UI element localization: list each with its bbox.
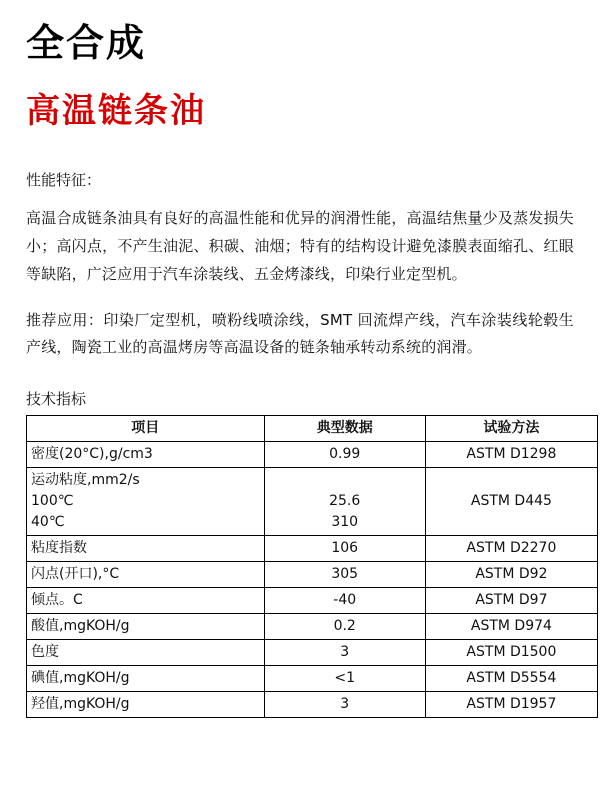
cell-value: 0.2 [264, 614, 425, 640]
table-header-item: 项目 [27, 416, 265, 442]
page-title-sub: 高温链条油 [26, 90, 206, 131]
cell-value: <1 [264, 666, 425, 692]
table-row [27, 588, 598, 614]
cell-value: -40 [264, 588, 425, 614]
cell-item: 密度(20°C),g/cm3 [27, 442, 265, 468]
performance-paragraph-2: 推荐应用：印染厂定型机，喷粉线喷涂线，SMT 回流焊产线，汽车涂装线轮毂生产线，陶瓷工业的高温烤房等高温设备的链条轴承转动系统的润滑。 [26, 310, 574, 357]
cell-method: ASTM D2270 [425, 536, 597, 562]
cell-value: 3 [264, 640, 425, 666]
spec-table [26, 415, 598, 718]
cell-method: ASTM D1298 [425, 442, 597, 468]
cell-item: 粘度指数 [27, 536, 265, 562]
table-row [27, 536, 598, 562]
cell-value: 106 [264, 536, 425, 562]
table-row [27, 468, 598, 536]
table-row [27, 442, 598, 468]
cell-value: 0.99 [264, 442, 425, 468]
page-title-main: 全合成 [26, 21, 147, 65]
spec-section-label: 技术指标 [26, 390, 87, 409]
table-header-value: 典型数据 [264, 416, 425, 442]
cell-value-viscosity-40c: 310 [331, 514, 359, 531]
cell-method: ASTM D974 [425, 614, 597, 640]
table-row [27, 666, 598, 692]
cell-method: ASTM D5554 [425, 666, 597, 692]
table-header-row [27, 416, 598, 442]
cell-item-viscosity [27, 468, 265, 536]
table-row [27, 640, 598, 666]
cell-item: 羟值,mgKOH/g [27, 692, 265, 718]
cell-item-viscosity-title: 运动粘度,mm2/s [31, 472, 140, 489]
cell-method: ASTM D445 [425, 468, 597, 536]
performance-section-label: 性能特征： [26, 170, 102, 189]
cell-value: 305 [264, 562, 425, 588]
cell-value-viscosity-100c: 25.6 [329, 493, 361, 510]
table-row [27, 692, 598, 718]
cell-item: 倾点。C [27, 588, 265, 614]
cell-item: 酸值,mgKOH/g [27, 614, 265, 640]
table-header-method: 试验方法 [425, 416, 597, 442]
cell-value-viscosity-blank [269, 470, 421, 491]
cell-item-viscosity-sub-1: 100℃ [31, 493, 74, 510]
cell-item: 色度 [27, 640, 265, 666]
table-row [27, 614, 598, 640]
cell-value-viscosity [264, 468, 425, 536]
cell-value: 3 [264, 692, 425, 718]
cell-item: 碘值,mgKOH/g [27, 666, 265, 692]
cell-method: ASTM D1500 [425, 640, 597, 666]
cell-item: 闪点(开口),°C [27, 562, 265, 588]
cell-method: ASTM D97 [425, 588, 597, 614]
cell-method: ASTM D92 [425, 562, 597, 588]
table-row [27, 562, 598, 588]
cell-item-viscosity-sub-2: 40℃ [31, 514, 65, 531]
performance-paragraph-1: 高温合成链条油具有良好的高温性能和优异的润滑性能，高温结焦量少及蒸发损失小；高闪点，不产生油泥、积碳、油烟；特有的结构设计避免漆膜表面缩孔、红眼等缺陷，广泛应用于汽车涂装线、五金烤漆线，印染行业定型机。 [26, 209, 574, 283]
cell-method: ASTM D1957 [425, 692, 597, 718]
